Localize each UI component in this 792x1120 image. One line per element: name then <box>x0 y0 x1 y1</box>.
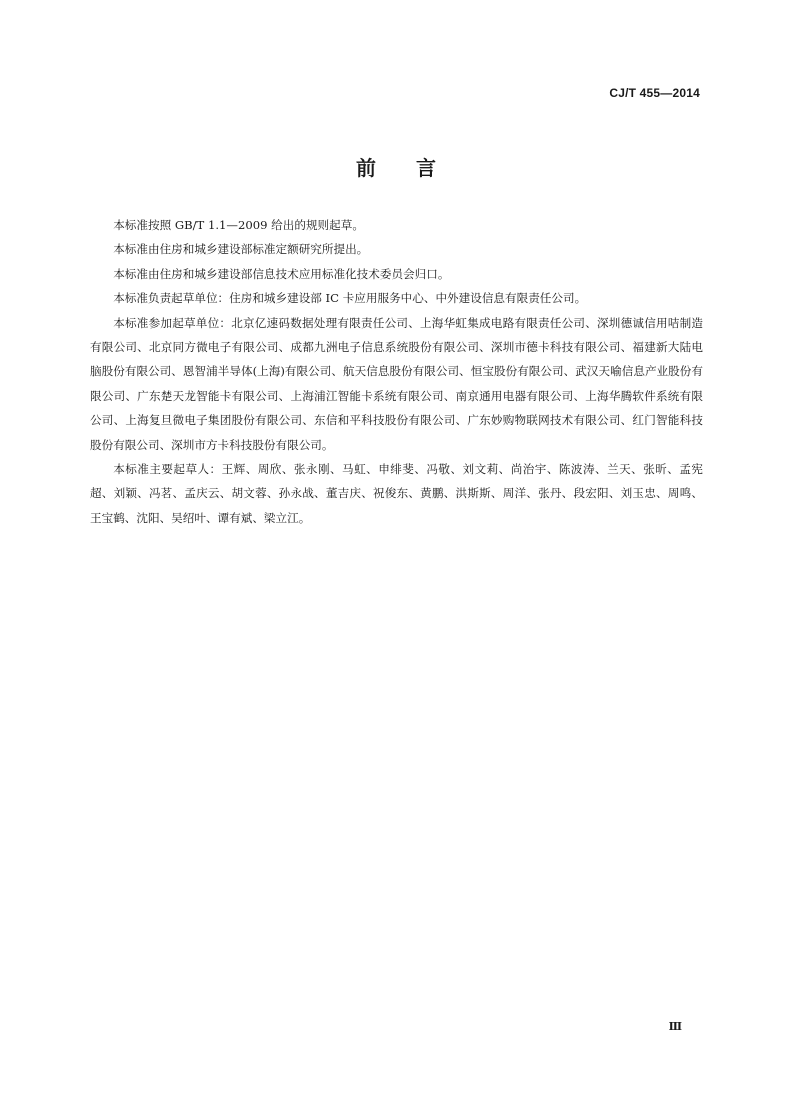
paragraph-drafting-rules: 本标准按照 GB/T 1.1—2009 给出的规则起草。 <box>113 218 364 232</box>
page-title: 前言 <box>356 156 476 180</box>
paragraph-responsible-drafters: 本标准负责起草单位：住房和城乡建设部 IC 卡应用服务中心、中外建设信息有限责任公司。 <box>113 291 587 306</box>
foreword-body <box>90 213 703 530</box>
page-number: Ⅲ <box>668 1020 682 1033</box>
paragraph-proposer: 本标准由住房和城乡建设部标准定额研究所提出。 <box>113 242 369 257</box>
paragraph-centralized-by: 本标准由住房和城乡建设部信息技术应用标准化技术委员会归口。 <box>113 266 450 281</box>
paragraph-participating-drafters: 本标准参加起草单位：北京亿速码数据处理有限责任公司、上海华虹集成电路有限责任公司、深圳德诚信用咭制造有限公司、北京同方微电子有限公司、成都九洲电子信息系统股份有限公司、深圳市德卡科技有限公司、福建新大陆电脑股份有限公司、恩智浦半导体(上海)有限公司、航天信息股份有限公司、恒宝股份有限公司、武汉天喻信息产业股份有限公司、广东楚天龙智能卡有限公司、上海浦江智能卡系统有限公司、南京通用电器有限公司、上海华腾软件系统有限公司、上海复旦微电子集团股份有限公司、东信和平科技股份有限公司、广东妙购物联网技术有限公司、红门智能科技股份有限公司、深圳市方卡科技股份有限公司。 <box>90 315 703 452</box>
paragraph-main-drafters: 本标准主要起草人：王辉、周欣、张永刚、马虹、申绯斐、冯敬、刘文莉、尚治宇、陈波涛、兰天、张昕、孟宪超、刘颖、冯茗、孟庆云、胡文蓉、孙永战、董吉庆、祝俊东、黄鹏、洪斯斯、周洋、张丹、段宏阳、刘玉忠、周鸣、王宝鹤、沈阳、吴绍叶、谭有斌、梁立江。 <box>90 462 703 525</box>
standard-code: CJ/T 455—2014 <box>609 86 700 100</box>
